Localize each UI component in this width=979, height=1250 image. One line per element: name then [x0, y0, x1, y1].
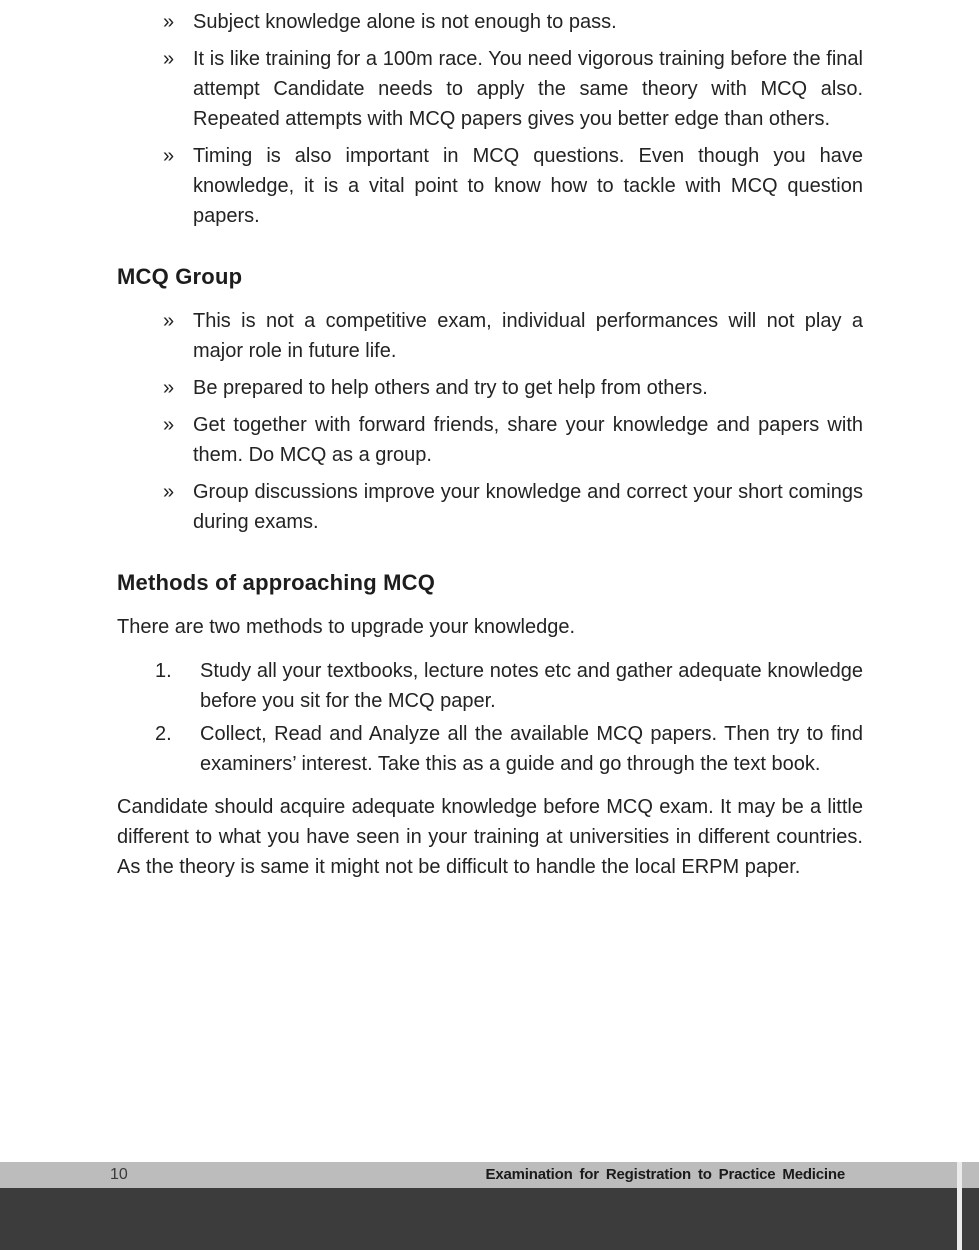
- intro-bullet-list: [117, 7, 863, 231]
- list-item-text: Get together with forward friends, share your knowledge and papers with them. Do MCQ as a group.: [193, 414, 863, 466]
- item-number: 2.: [155, 723, 172, 745]
- section-heading-mcq-group: MCQ Group: [117, 264, 243, 289]
- methods-numbered-list: [117, 656, 863, 779]
- section-heading-methods: Methods of approaching MCQ: [117, 570, 436, 595]
- page-number: 10: [110, 1166, 128, 1183]
- list-item-text: Group discussions improve your knowledge and correct your short comings during exams.: [193, 481, 863, 533]
- list-item-text: It is like training for a 100m race. You need vigorous training before the final attempt Candidate needs to apply the same theory with MCQ also. Repeated attempts with MCQ papers gives you better edge than others.: [193, 48, 863, 130]
- bullet-marker: »: [163, 481, 175, 503]
- list-item: [117, 306, 863, 366]
- list-item: [117, 410, 863, 470]
- mcq-group-bullet-list: [117, 306, 863, 537]
- list-item-text: This is not a competitive exam, individual performances will not play a major role in future life.: [193, 310, 863, 362]
- bullet-marker: »: [163, 48, 175, 70]
- list-item: [117, 477, 863, 537]
- list-item: [117, 7, 863, 37]
- footer-dark-bar: [0, 1188, 979, 1250]
- numbered-item: [117, 656, 863, 716]
- numbered-item-text: Study all your textbooks, lecture notes etc and gather adequate knowledge before you sit for the MCQ paper.: [200, 660, 863, 712]
- list-item-text: Timing is also important in MCQ questions. Even though you have knowledge, it is a vital point to know how to tackle with MCQ question papers.: [193, 145, 863, 227]
- page-edge-line: [957, 1162, 962, 1250]
- bullet-marker: »: [163, 145, 175, 167]
- methods-intro-paragraph: There are two methods to upgrade your knowledge.: [117, 616, 576, 638]
- item-number: 1.: [155, 660, 172, 682]
- footer-page-bar: [0, 1162, 979, 1188]
- numbered-item-text: Collect, Read and Analyze all the available MCQ papers. Then try to find examiners’ interest. Take this as a guide and go through the text book.: [200, 723, 863, 775]
- list-item-text: Subject knowledge alone is not enough to pass.: [193, 11, 617, 33]
- numbered-item: [117, 719, 863, 779]
- list-item-text: Be prepared to help others and try to get help from others.: [193, 377, 708, 399]
- list-item: [117, 373, 863, 403]
- closing-paragraph: Candidate should acquire adequate knowledge before MCQ exam. It may be a little different to what you have seen in your training at universities in different countries. As the theory is same it might not be difficult to handle the local ERPM paper.: [117, 796, 863, 878]
- bullet-marker: »: [163, 310, 175, 332]
- bullet-marker: »: [163, 414, 175, 436]
- list-item: [117, 44, 863, 134]
- list-item: [117, 141, 863, 231]
- page-content: [117, 0, 863, 882]
- bullet-marker: »: [163, 377, 175, 399]
- bullet-marker: »: [163, 11, 175, 33]
- running-title: Examination for Registration to Practice Medicine: [485, 1166, 845, 1183]
